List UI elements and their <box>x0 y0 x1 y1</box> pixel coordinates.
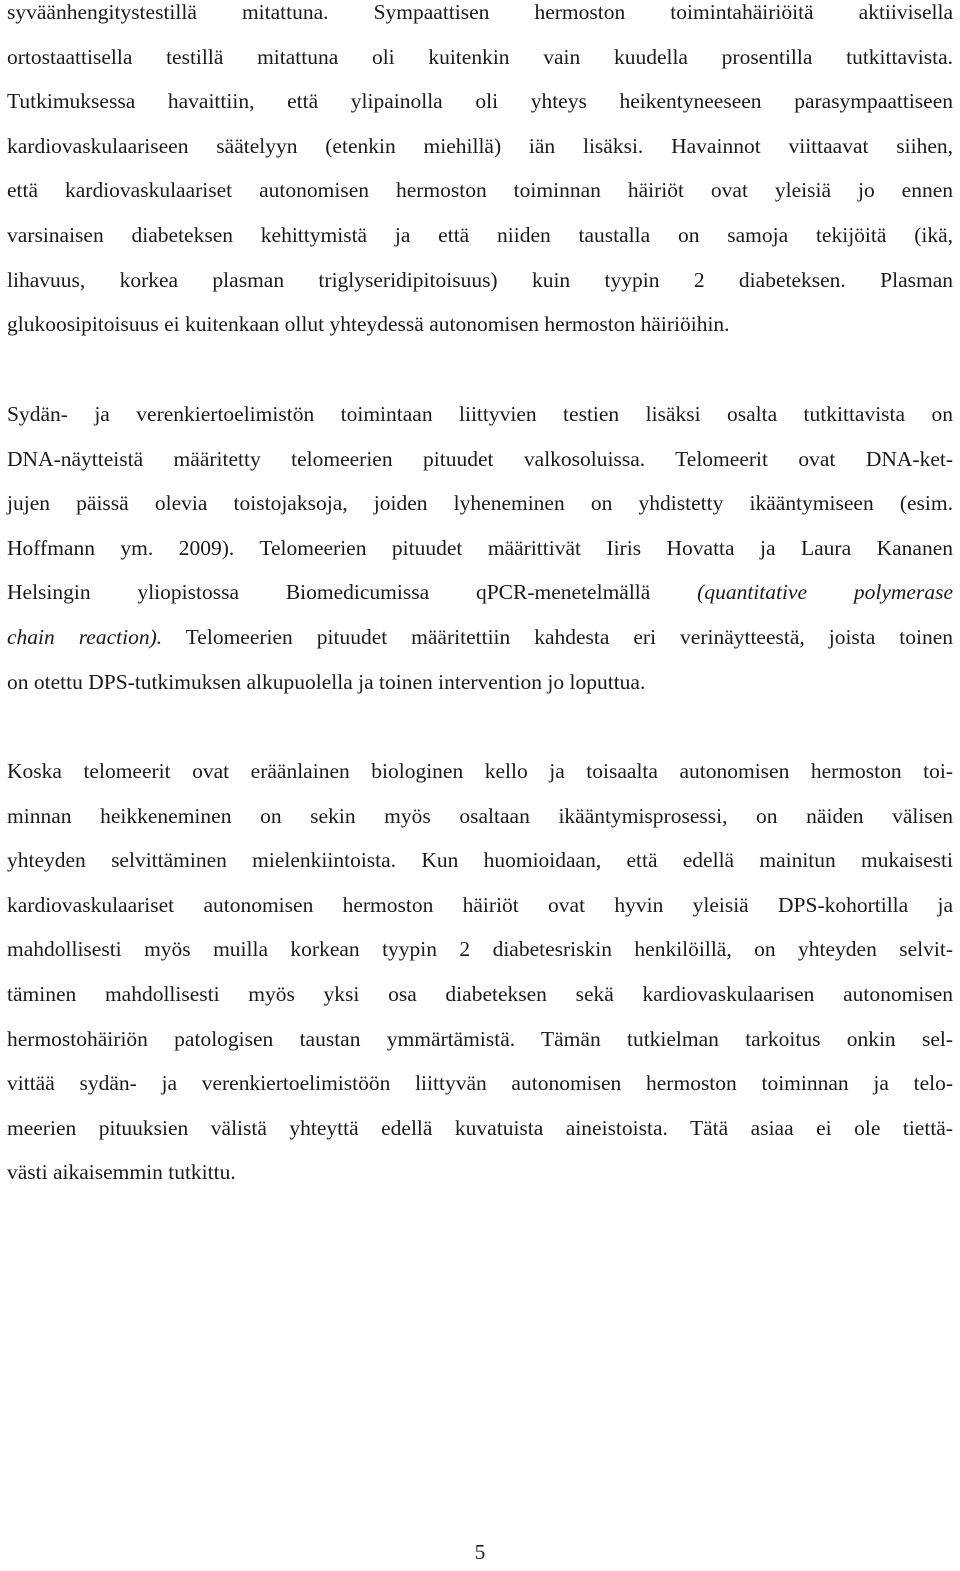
italic-text-segment: chain reaction). <box>7 624 163 649</box>
page-number: 5 <box>474 1540 486 1564</box>
text-line: meerien pituuksien välistä yhteyttä edellä kuvatuista aineistoista. Tätä asiaa ei ole tiettä- <box>7 1115 953 1140</box>
text-line: kardiovaskulaariseen säätelyyn (etenkin miehillä) iän lisäksi. Havainnot viittaavat siihen, <box>7 133 953 158</box>
text-line: Hoffmann ym. 2009). Telomeerien pituudet määrittivät Iiris Hovatta ja Laura Kananen <box>7 535 953 560</box>
text-line: täminen mahdollisesti myös yksi osa diabeteksen sekä kardiovaskulaarisen autonomisen <box>7 981 953 1006</box>
text-line: DNA-näytteistä määritetty telomeerien pituudet valkosoluissa. Telomeerit ovat DNA-ket- <box>7 446 953 471</box>
text-line: vittää sydän- ja verenkiertoelimistöön liittyvän autonomisen hermoston toiminnan ja telo- <box>7 1071 953 1096</box>
italic-text-segment: (quantitative polymerase <box>697 580 953 605</box>
text-line: mahdollisesti myös muilla korkean tyypin 2 diabetesriskin henkilöillä, on yhteyden selvit- <box>7 937 953 962</box>
text-line: varsinaisen diabeteksen kehittymistä ja että niiden taustalla on samoja tekijöitä (ikä, <box>7 222 953 247</box>
text-line: Sydän- ja verenkiertoelimistön toimintaan liittyvien testien lisäksi osalta tutkittavista on <box>7 402 953 426</box>
text-line: Tutkimuksessa havaittiin, että ylipainolla oli yhteys heikentyneeseen parasympaattiseen <box>7 89 953 114</box>
text-line: minnan heikkeneminen on sekin myös osaltaan ikääntymisprosessi, on näiden välisen <box>7 803 953 828</box>
text-line: yhteyden selvittäminen mielenkiintoista. Kun huomioidaan, että edellä mainitun mukaisesti <box>7 848 953 873</box>
text-line <box>7 615 953 660</box>
paragraph-2 <box>7 392 953 704</box>
text-line: että kardiovaskulaariset autonomisen hermoston toiminnan häiriöt ovat yleisiä jo ennen <box>7 178 953 203</box>
text-segment: Helsingin yliopistossa Biomedicumissa qPCR-menetelmällä <box>7 580 698 605</box>
text-line: kardiovaskulaariset autonomisen hermoston häiriöt ovat hyvin yleisiä DPS-kohortilla ja <box>7 892 953 917</box>
text-line: Koska telomeerit ovat eräänlainen biologinen kello ja toisaalta autonomisen hermoston toi- <box>7 759 953 783</box>
text-line: västi aikaisemmin tutkittu. <box>7 1160 236 1185</box>
paragraph-3 <box>7 749 953 1195</box>
paragraph-1 <box>7 0 953 347</box>
text-line: ortostaattisella testillä mitattuna oli kuitenkin vain kuudella prosentilla tutkittavista. <box>7 44 953 69</box>
text-line <box>7 570 953 615</box>
text-line: on otettu DPS-tutkimuksen alkupuolella ja toinen intervention jo loputtua. <box>7 669 646 694</box>
text-line: lihavuus, korkea plasman triglyseridipitoisuus) kuin tyypin 2 diabeteksen. Plasman <box>7 267 953 292</box>
text-line: hermostohäiriön patologisen taustan ymmärtämistä. Tämän tutkielman tarkoitus onkin sel- <box>7 1026 953 1051</box>
text-line: jujen päissä olevia toistojaksoja, joiden lyheneminen on yhdistetty ikääntymiseen (esim. <box>7 491 953 516</box>
text-line: glukoosipitoisuus ei kuitenkaan ollut yhteydessä autonomisen hermoston häiriöihin. <box>7 312 730 337</box>
text-segment: Telomeerien pituudet määritettiin kahdesta eri verinäytteestä, joista toinen <box>162 624 954 649</box>
text-line: syväänhengitystestillä mitattuna. Sympaattisen hermoston toimintahäiriöitä aktiivisella <box>7 0 953 24</box>
